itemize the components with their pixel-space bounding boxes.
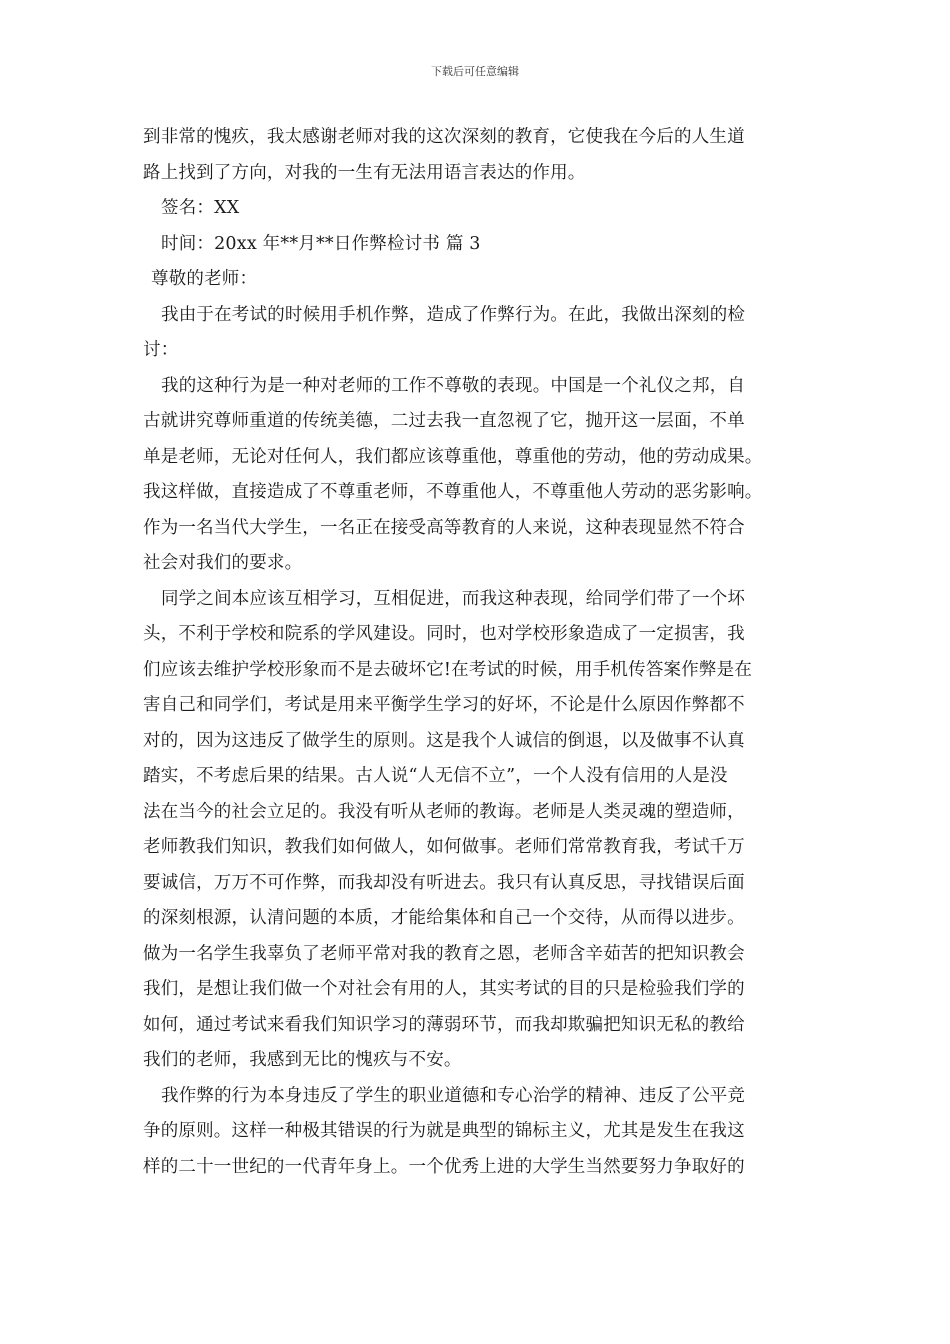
text-line: 我这样做，直接造成了不尊重老师，不尊重他人，不尊重他人劳动的恶劣影响。 xyxy=(143,482,763,502)
text-line: 我的这种行为是一种对老师的工作不尊敬的表现。中国是一个礼仪之邦，自 xyxy=(161,375,746,396)
page-header: 下载后可任意编辑 xyxy=(431,65,519,78)
text-line: 的深刻根源，认清问题的本质，才能给集体和自己一个交待，从而得以进步。 xyxy=(143,908,745,928)
text-line: 我作弊的行为本身违反了学生的职业道德和专心治学的精神、违反了公平竞 xyxy=(161,1085,746,1106)
text-line: 做为一名学生我辜负了老师平常对我的教育之恩，老师含辛茹苦的把知识教会 xyxy=(143,943,745,964)
document-body xyxy=(143,120,815,1185)
text-line: 同学之间本应该互相学习，互相促进，而我这种表现，给同学们带了一个坏 xyxy=(161,588,746,609)
text-line: 社会对我们的要求。 xyxy=(143,553,303,573)
text-line: 讨： xyxy=(143,340,179,360)
text-line: 古就讲究尊师重道的传统美德，二过去我一直忽视了它，抛开这一层面，不单 xyxy=(143,411,745,431)
text-line: 时间：20xx 年**月**日作弊检讨书 篇 3 xyxy=(161,233,481,254)
text-line: 要诚信，万万不可作弊，而我却没有听进去。我只有认真反思，寻找错误后面 xyxy=(143,872,745,893)
text-line: 签名：XX xyxy=(161,198,240,218)
text-line: 样的二十一世纪的一代青年身上。一个优秀上进的大学生当然要努力争取好的 xyxy=(143,1156,745,1177)
text-line: 法在当今的社会立足的。我没有听从老师的教诲。老师是人类灵魂的塑造师， xyxy=(143,801,745,822)
text-line: 踏实，不考虑后果的结果。古人说“人无信不立”，一个人没有信用的人是没 xyxy=(143,766,728,786)
text-line: 争的原则。这样一种极其错误的行为就是典型的锦标主义，尤其是发生在我这 xyxy=(143,1121,745,1141)
text-line: 对的，因为这违反了做学生的原则。这是我个人诚信的倒退，以及做事不认真 xyxy=(143,730,745,751)
text-line: 头，不利于学校和院系的学风建设。同时，也对学校形象造成了一定损害，我 xyxy=(143,624,745,644)
text-line: 到非常的愧疚，我太感谢老师对我的这次深刻的教育，它使我在今后的人生道 xyxy=(143,127,745,147)
text-line: 我由于在考试的时候用手机作弊，造成了作弊行为。在此，我做出深刻的检 xyxy=(161,304,746,325)
text-line: 害自己和同学们，考试是用来平衡学生学习的好坏，不论是什么原因作弊都不 xyxy=(143,695,745,715)
text-line: 我们的老师，我感到无比的愧疚与不安。 xyxy=(143,1050,462,1070)
text-line: 路上找到了方向，对我的一生有无法用语言表达的作用。 xyxy=(143,162,586,183)
text-line: 老师教我们知识，教我们如何做人，如何做事。老师们常常教育我，考试千万 xyxy=(143,837,745,857)
text-line: 如何，通过考试来看我们知识学习的薄弱环节，而我却欺骗把知识无私的教给 xyxy=(143,1014,745,1035)
text-line: 们应该去维护学校形象而不是去破坏它!在考试的时候，用手机传答案作弊是在 xyxy=(143,659,753,680)
text-line: 作为一名当代大学生，一名正在接受高等教育的人来说，这种表现显然不符合 xyxy=(143,517,745,538)
text-line: 尊敬的老师： xyxy=(151,269,258,289)
text-line: 单是老师，无论对任何人，我们都应该尊重他，尊重他的劳动，他的劳动成果。 xyxy=(143,446,763,467)
text-line: 我们，是想让我们做一个对社会有用的人，其实考试的目的只是检验我们学的 xyxy=(143,979,745,999)
